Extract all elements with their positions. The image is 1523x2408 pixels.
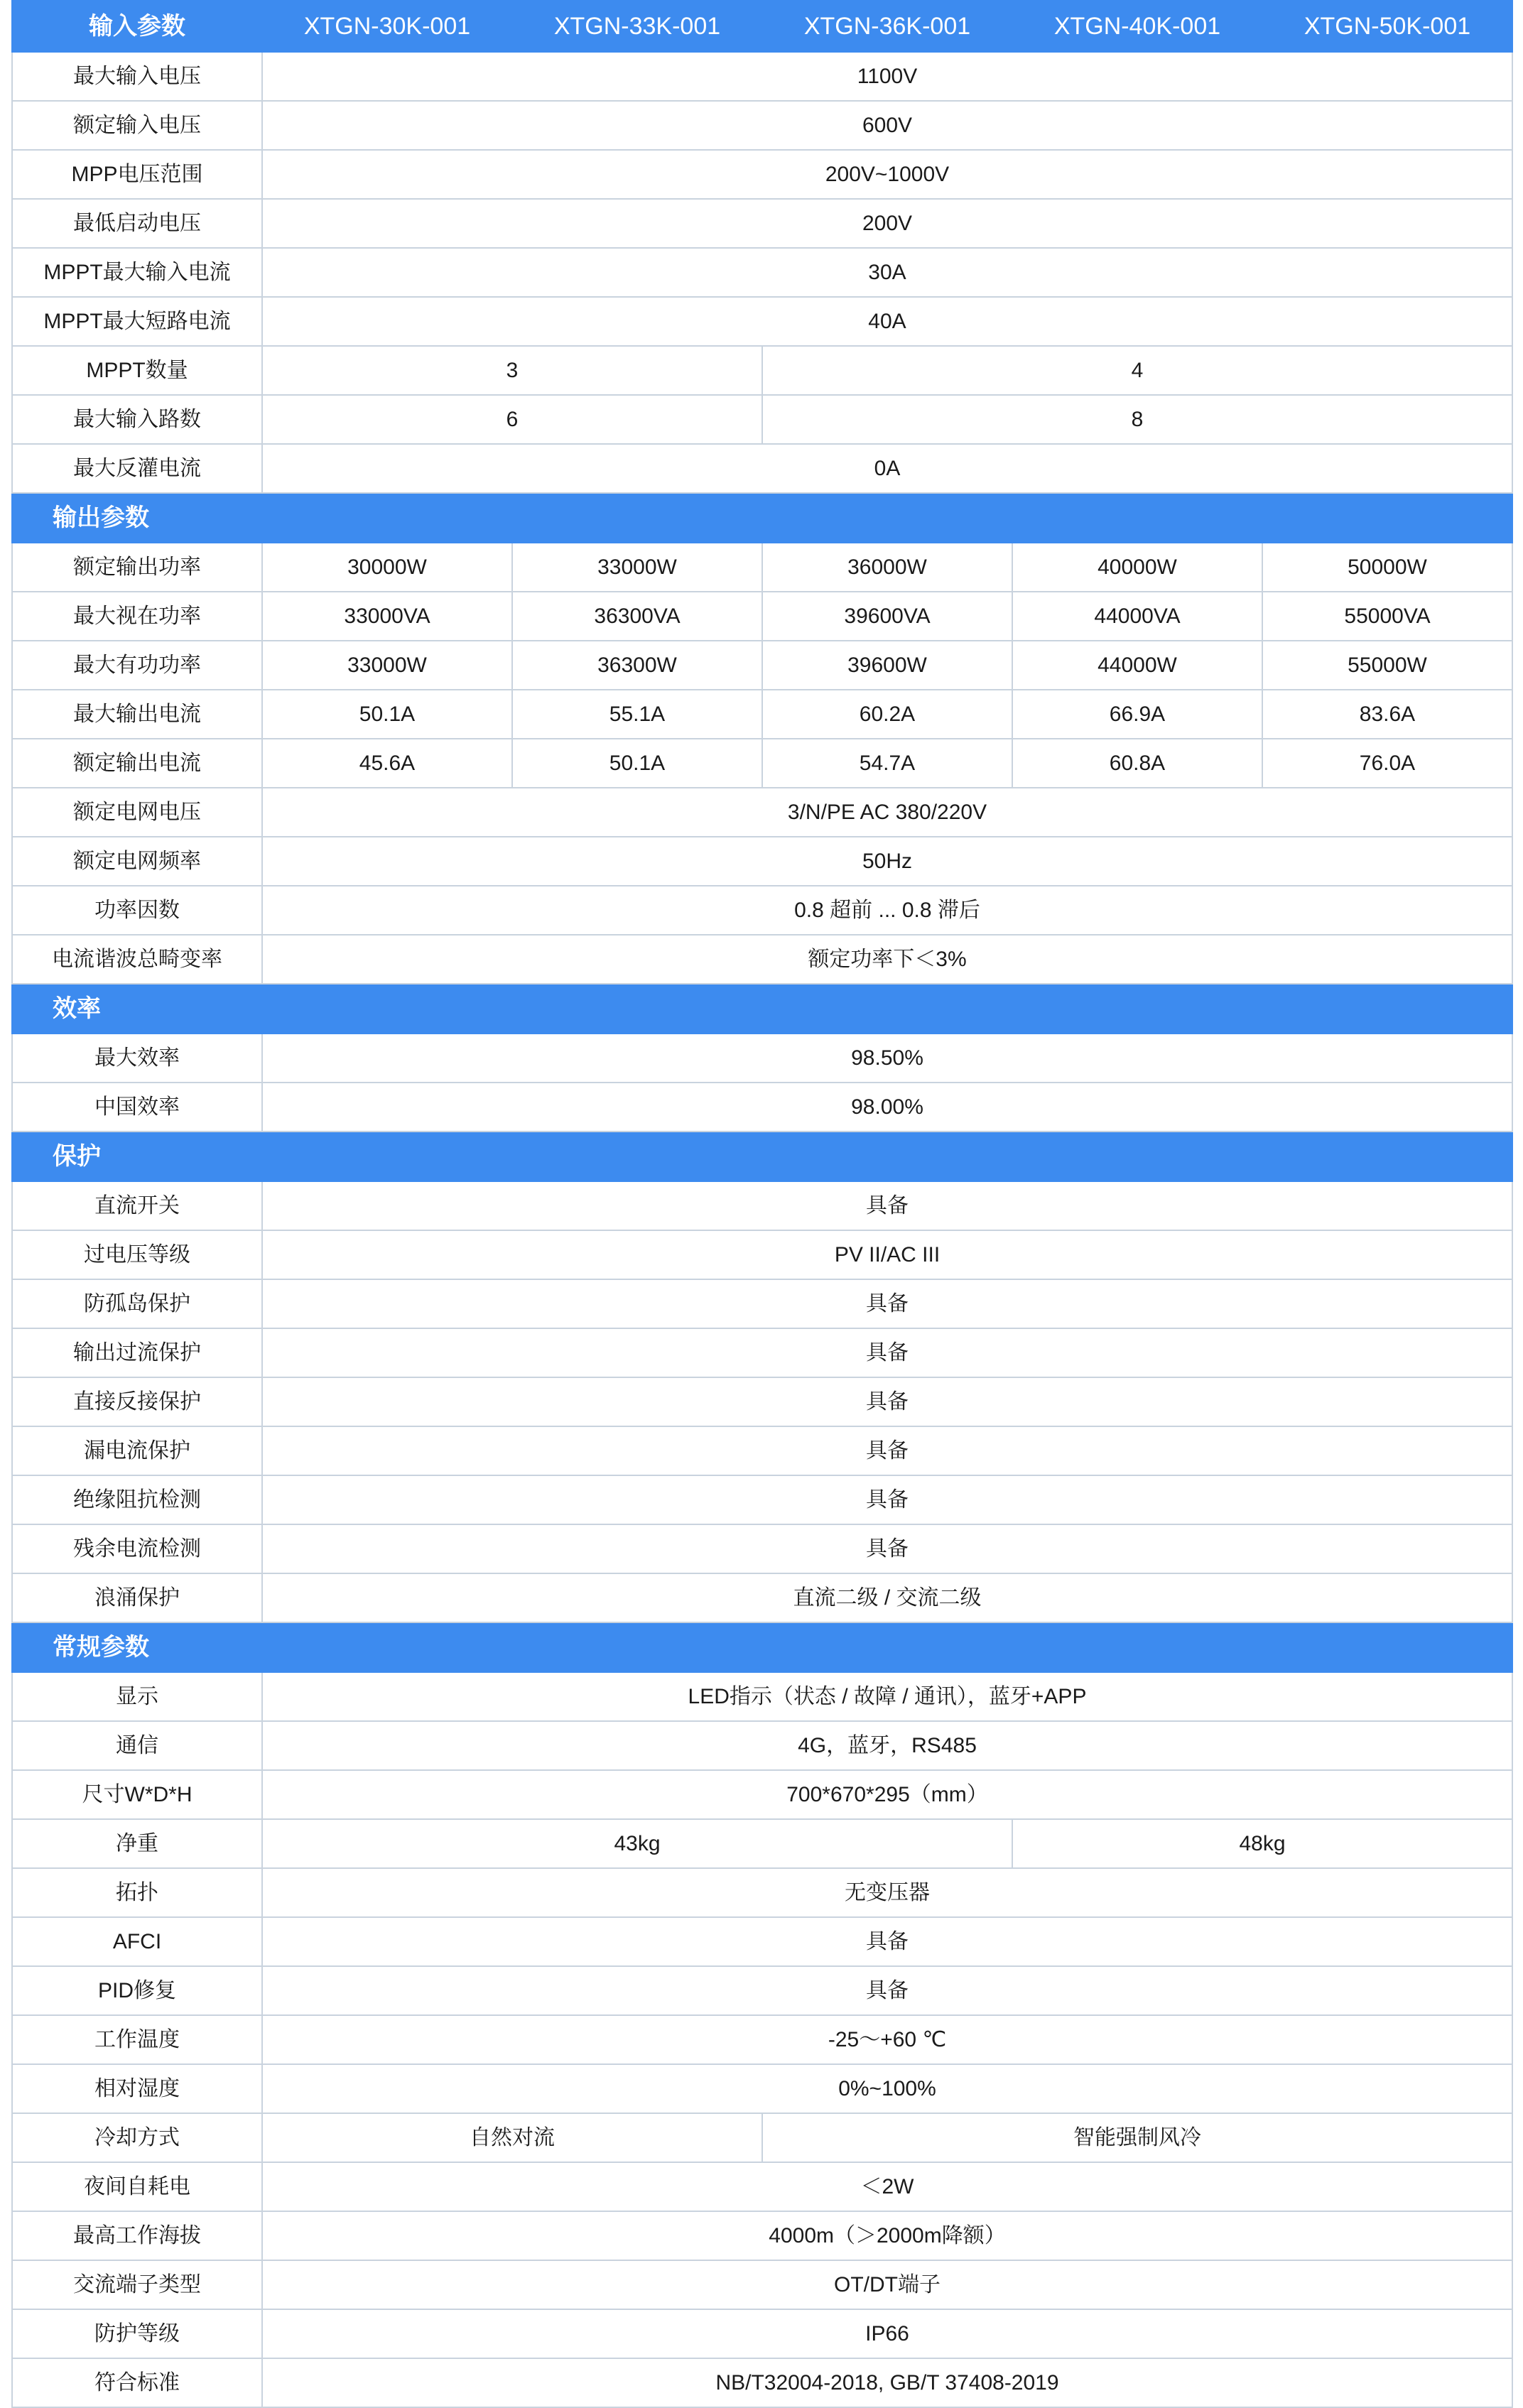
row-label-cell: 尺寸W*D*H — [12, 1770, 262, 1819]
table-row — [12, 52, 1512, 101]
section-band-row — [12, 1622, 1512, 1672]
table-row — [12, 592, 1512, 641]
row-label-cell: 最大输出电流 — [12, 690, 262, 739]
row-value-cell: 36300W — [512, 641, 762, 690]
table-row — [12, 1426, 1512, 1475]
row-value-cell: 600V — [262, 101, 1512, 150]
row-value-cell: 50.1A — [262, 690, 512, 739]
row-value-cell: IP66 — [262, 2309, 1512, 2358]
header-model-cell: XTGN-36K-001 — [762, 1, 1012, 52]
table-row — [12, 1819, 1512, 1868]
row-label-cell: 额定输入电压 — [12, 101, 262, 150]
row-value-cell: 具备 — [262, 1475, 1512, 1524]
row-value-cell: 33000W — [512, 543, 762, 592]
row-value-cell: 44000W — [1012, 641, 1262, 690]
row-label-cell: 输出过流保护 — [12, 1328, 262, 1377]
table-row — [12, 1721, 1512, 1770]
table-header-row — [12, 1, 1512, 52]
row-label-cell: 符合标准 — [12, 2358, 262, 2407]
row-label-cell: 最大视在功率 — [12, 592, 262, 641]
row-value-cell: 83.6A — [1262, 690, 1512, 739]
row-label-cell: 额定输出电流 — [12, 739, 262, 788]
row-label-cell: 电流谐波总畸变率 — [12, 935, 262, 984]
table-row — [12, 1868, 1512, 1917]
row-value-cell: 45.6A — [262, 739, 512, 788]
table-row — [12, 297, 1512, 346]
row-label-cell: 最低启动电压 — [12, 199, 262, 248]
row-label-cell: 最大效率 — [12, 1034, 262, 1083]
table-row — [12, 1377, 1512, 1426]
section-band-row — [12, 493, 1512, 543]
table-row — [12, 886, 1512, 935]
row-value-cell: 具备 — [262, 1524, 1512, 1573]
row-value-cell: 66.9A — [1012, 690, 1262, 739]
row-value-cell: 60.8A — [1012, 739, 1262, 788]
row-value-cell: 直流二级 / 交流二级 — [262, 1573, 1512, 1622]
table-row — [12, 150, 1512, 199]
row-label-cell: 额定电网电压 — [12, 788, 262, 837]
table-row — [12, 1328, 1512, 1377]
row-value-cell: OT/DT端子 — [262, 2260, 1512, 2309]
row-value-cell: 0.8 超前 ... 0.8 滞后 — [262, 886, 1512, 935]
table-row — [12, 2113, 1512, 2162]
row-value-cell: 55000W — [1262, 641, 1512, 690]
row-value-cell: PV II/AC III — [262, 1230, 1512, 1279]
table-row — [12, 2309, 1512, 2358]
row-value-cell: 60.2A — [762, 690, 1012, 739]
table-row — [12, 1230, 1512, 1279]
table-row — [12, 1966, 1512, 2015]
section-band-row — [12, 1132, 1512, 1181]
table-row — [12, 1770, 1512, 1819]
table-row — [12, 346, 1512, 395]
row-label-cell: MPPT最大输入电流 — [12, 248, 262, 297]
row-label-cell: 残余电流检测 — [12, 1524, 262, 1573]
table-row — [12, 1034, 1512, 1083]
row-value-cell: 具备 — [262, 1181, 1512, 1230]
row-value-cell: 智能强制风冷 — [762, 2113, 1512, 2162]
specification-table — [11, 0, 1513, 2408]
table-row — [12, 641, 1512, 690]
row-value-cell: 6 — [262, 395, 762, 444]
table-row — [12, 199, 1512, 248]
row-value-cell: 33000VA — [262, 592, 512, 641]
row-value-cell: 76.0A — [1262, 739, 1512, 788]
row-label-cell: 绝缘阻抗检测 — [12, 1475, 262, 1524]
table-row — [12, 1279, 1512, 1328]
row-label-cell: 最大输入路数 — [12, 395, 262, 444]
row-value-cell: 具备 — [262, 1328, 1512, 1377]
table-row — [12, 1524, 1512, 1573]
row-label-cell: 防护等级 — [12, 2309, 262, 2358]
row-value-cell: -25～+60 ℃ — [262, 2015, 1512, 2064]
header-model-cell: XTGN-30K-001 — [262, 1, 512, 52]
table-row — [12, 1181, 1512, 1230]
row-label-cell: 交流端子类型 — [12, 2260, 262, 2309]
table-row — [12, 2358, 1512, 2407]
row-value-cell: 200V — [262, 199, 1512, 248]
row-label-cell: MPPT数量 — [12, 346, 262, 395]
row-label-cell: 工作温度 — [12, 2015, 262, 2064]
row-value-cell: 54.7A — [762, 739, 1012, 788]
header-label-cell: 输入参数 — [12, 1, 262, 52]
section-band-label: 效率 — [12, 984, 1512, 1034]
row-value-cell: 8 — [762, 395, 1512, 444]
row-value-cell: LED指示（状态 / 故障 / 通讯），蓝牙+APP — [262, 1672, 1512, 1721]
row-value-cell: 30A — [262, 248, 1512, 297]
row-value-cell: 4G，蓝牙，RS485 — [262, 1721, 1512, 1770]
table-row — [12, 788, 1512, 837]
row-value-cell: 30000W — [262, 543, 512, 592]
row-value-cell: 39600VA — [762, 592, 1012, 641]
row-value-cell: 50Hz — [262, 837, 1512, 886]
table-row — [12, 2162, 1512, 2211]
row-label-cell: MPPT最大短路电流 — [12, 297, 262, 346]
row-value-cell: 55.1A — [512, 690, 762, 739]
row-label-cell: 通信 — [12, 1721, 262, 1770]
table-row — [12, 1475, 1512, 1524]
row-label-cell: PID修复 — [12, 1966, 262, 2015]
row-label-cell: 拓扑 — [12, 1868, 262, 1917]
row-label-cell: 中国效率 — [12, 1083, 262, 1132]
table-row — [12, 2015, 1512, 2064]
row-label-cell: MPP电压范围 — [12, 150, 262, 199]
row-label-cell: 夜间自耗电 — [12, 2162, 262, 2211]
table-row — [12, 248, 1512, 297]
row-value-cell: 具备 — [262, 1279, 1512, 1328]
row-value-cell: 36300VA — [512, 592, 762, 641]
row-value-cell: 具备 — [262, 1426, 1512, 1475]
specification-table-body — [12, 1, 1512, 2407]
row-value-cell: 3 — [262, 346, 762, 395]
table-row — [12, 2260, 1512, 2309]
table-row — [12, 444, 1512, 493]
row-value-cell: 4000m（＞2000m降额） — [262, 2211, 1512, 2260]
row-value-cell: 额定功率下＜3% — [262, 935, 1512, 984]
row-label-cell: 防孤岛保护 — [12, 1279, 262, 1328]
row-value-cell: 98.00% — [262, 1083, 1512, 1132]
section-band-label: 保护 — [12, 1132, 1512, 1181]
header-model-cell: XTGN-33K-001 — [512, 1, 762, 52]
row-label-cell: 过电压等级 — [12, 1230, 262, 1279]
row-value-cell: 36000W — [762, 543, 1012, 592]
row-value-cell: NB/T32004-2018, GB/T 37408-2019 — [262, 2358, 1512, 2407]
row-value-cell: 700*670*295（mm） — [262, 1770, 1512, 1819]
table-row — [12, 1083, 1512, 1132]
row-value-cell: 4 — [762, 346, 1512, 395]
row-value-cell: 39600W — [762, 641, 1012, 690]
row-label-cell: 额定电网频率 — [12, 837, 262, 886]
row-label-cell: 最大有功功率 — [12, 641, 262, 690]
row-value-cell: 具备 — [262, 1917, 1512, 1966]
table-row — [12, 2211, 1512, 2260]
table-row — [12, 690, 1512, 739]
table-row — [12, 2064, 1512, 2113]
table-row — [12, 1573, 1512, 1622]
row-value-cell: 1100V — [262, 52, 1512, 101]
row-value-cell: 55000VA — [1262, 592, 1512, 641]
row-value-cell: 3/N/PE AC 380/220V — [262, 788, 1512, 837]
row-label-cell: 直接反接保护 — [12, 1377, 262, 1426]
table-row — [12, 739, 1512, 788]
row-value-cell: 44000VA — [1012, 592, 1262, 641]
row-value-cell: 0A — [262, 444, 1512, 493]
table-row — [12, 543, 1512, 592]
row-label-cell: 最大输入电压 — [12, 52, 262, 101]
row-value-cell: 40000W — [1012, 543, 1262, 592]
row-value-cell: 98.50% — [262, 1034, 1512, 1083]
row-label-cell: AFCI — [12, 1917, 262, 1966]
section-band-label: 输出参数 — [12, 493, 1512, 543]
row-value-cell: 48kg — [1012, 1819, 1512, 1868]
section-band-row — [12, 984, 1512, 1034]
table-row — [12, 101, 1512, 150]
row-value-cell: ＜2W — [262, 2162, 1512, 2211]
table-row — [12, 395, 1512, 444]
table-row — [12, 935, 1512, 984]
row-label-cell: 最高工作海拔 — [12, 2211, 262, 2260]
row-value-cell: 200V~1000V — [262, 150, 1512, 199]
row-label-cell: 浪涌保护 — [12, 1573, 262, 1622]
row-label-cell: 功率因数 — [12, 886, 262, 935]
header-model-cell: XTGN-50K-001 — [1262, 1, 1512, 52]
row-value-cell: 50000W — [1262, 543, 1512, 592]
row-label-cell: 显示 — [12, 1672, 262, 1721]
header-model-cell: XTGN-40K-001 — [1012, 1, 1262, 52]
row-value-cell: 50.1A — [512, 739, 762, 788]
row-value-cell: 具备 — [262, 1377, 1512, 1426]
row-label-cell: 直流开关 — [12, 1181, 262, 1230]
row-label-cell: 冷却方式 — [12, 2113, 262, 2162]
row-value-cell: 无变压器 — [262, 1868, 1512, 1917]
row-value-cell: 0%~100% — [262, 2064, 1512, 2113]
table-row — [12, 1917, 1512, 1966]
row-label-cell: 相对湿度 — [12, 2064, 262, 2113]
row-label-cell: 漏电流保护 — [12, 1426, 262, 1475]
row-value-cell: 43kg — [262, 1819, 1012, 1868]
table-row — [12, 1672, 1512, 1721]
row-value-cell: 具备 — [262, 1966, 1512, 2015]
row-label-cell: 额定输出功率 — [12, 543, 262, 592]
table-row — [12, 837, 1512, 886]
row-label-cell: 最大反灌电流 — [12, 444, 262, 493]
row-value-cell: 40A — [262, 297, 1512, 346]
row-value-cell: 33000W — [262, 641, 512, 690]
row-value-cell: 自然对流 — [262, 2113, 762, 2162]
row-label-cell: 净重 — [12, 1819, 262, 1868]
section-band-label: 常规参数 — [12, 1622, 1512, 1672]
